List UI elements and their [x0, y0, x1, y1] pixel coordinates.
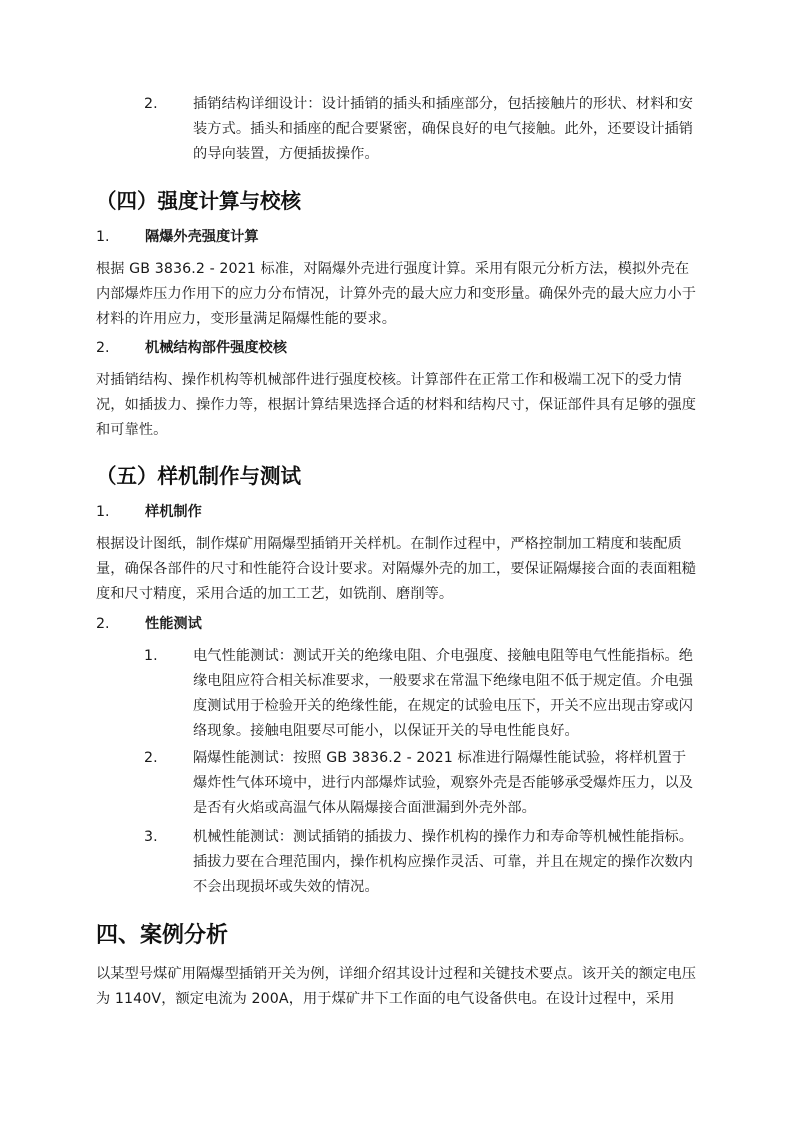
chapter-heading: 四、案例分析	[96, 923, 229, 948]
subsection-title: 性能测试	[145, 616, 202, 632]
list-item	[144, 746, 700, 821]
subsection-title: 样机制作	[145, 504, 202, 520]
list-number: 2.	[144, 750, 158, 766]
list-item-text: 机械性能测试：测试插销的插拔力、操作机构的操作力和寿命等机械性能指标。插拔力要在合理范围内，操作机构应操作灵活、可靠，并且在规定的操作次数内不会出现损坏或失效的情况。	[193, 829, 694, 895]
subsection-number: 2.	[96, 616, 110, 632]
list-item	[144, 644, 700, 744]
section-heading: （五）样机制作与测试	[96, 464, 301, 488]
section-heading: （四）强度计算与校核	[96, 189, 301, 213]
list-item-text: 隔爆性能测试：按照 GB 3836.2 - 2021 标准进行隔爆性能试验，将样机置于爆炸性气体环境中，进行内部爆炸试验，观察外壳是否能够承受爆炸压力，以及是否有火焰或高温气体从隔爆接合面泄漏到外壳外部。	[193, 750, 694, 816]
paragraph: 根据设计图纸，制作煤矿用隔爆型插销开关样机。在制作过程中，严格控制加工精度和装配质量，确保各部件的尺寸和性能符合设计要求。对隔爆外壳的加工，要保证隔爆接合面的表面粗糙度和尺寸精度，采用合适的加工工艺，如铣削、磨削等。	[96, 536, 697, 602]
list-number: 1.	[144, 648, 158, 664]
list-item-text: 插销结构详细设计：设计插销的插头和插座部分，包括接触片的形状、材料和安装方式。插头和插座的配合要紧密，确保良好的电气接触。此外，还要设计插销的导向装置，方便插拔操作。	[193, 96, 694, 162]
list-item-text: 电气性能测试：测试开关的绝缘电阻、介电强度、接触电阻等电气性能指标。绝缘电阻应符合相关标准要求，一般要求在常温下绝缘电阻不低于规定值。介电强度测试用于检验开关的绝缘性能，在规定的试验电压下，开关不应出现击穿或闪络现象。接触电阻要尽可能小，以保证开关的导电性能良好。	[193, 648, 694, 739]
paragraph: 根据 GB 3836.2 - 2021 标准，对隔爆外壳进行强度计算。采用有限元分析方法，模拟外壳在内部爆炸压力作用下的应力分布情况，计算外壳的最大应力和变形量。确保外壳的最大应力小于材料的许用应力，变形量满足隔爆性能的要求。	[96, 261, 697, 327]
list-number: 3.	[144, 829, 158, 845]
subsection-number: 1.	[96, 504, 110, 520]
subsection-title: 机械结构部件强度校核	[145, 340, 287, 356]
list-item	[144, 825, 700, 900]
list-item	[144, 92, 700, 167]
paragraph: 以某型号煤矿用隔爆型插销开关为例，详细介绍其设计过程和关键技术要点。该开关的额定电压为 1140V，额定电流为 200A，用于煤矿井下工作面的电气设备供电。在设计过程中，采用	[96, 966, 697, 1007]
paragraph: 对插销结构、操作机构等机械部件进行强度校核。计算部件在正常工作和极端工况下的受力情况，如插拔力、操作力等，根据计算结果选择合适的材料和结构尺寸，保证部件具有足够的强度和可靠性。	[96, 372, 697, 438]
subsection-title: 隔爆外壳强度计算	[145, 229, 259, 245]
subsection-number: 2.	[96, 340, 110, 356]
subsection-number: 1.	[96, 229, 110, 245]
list-number: 2.	[144, 96, 158, 112]
